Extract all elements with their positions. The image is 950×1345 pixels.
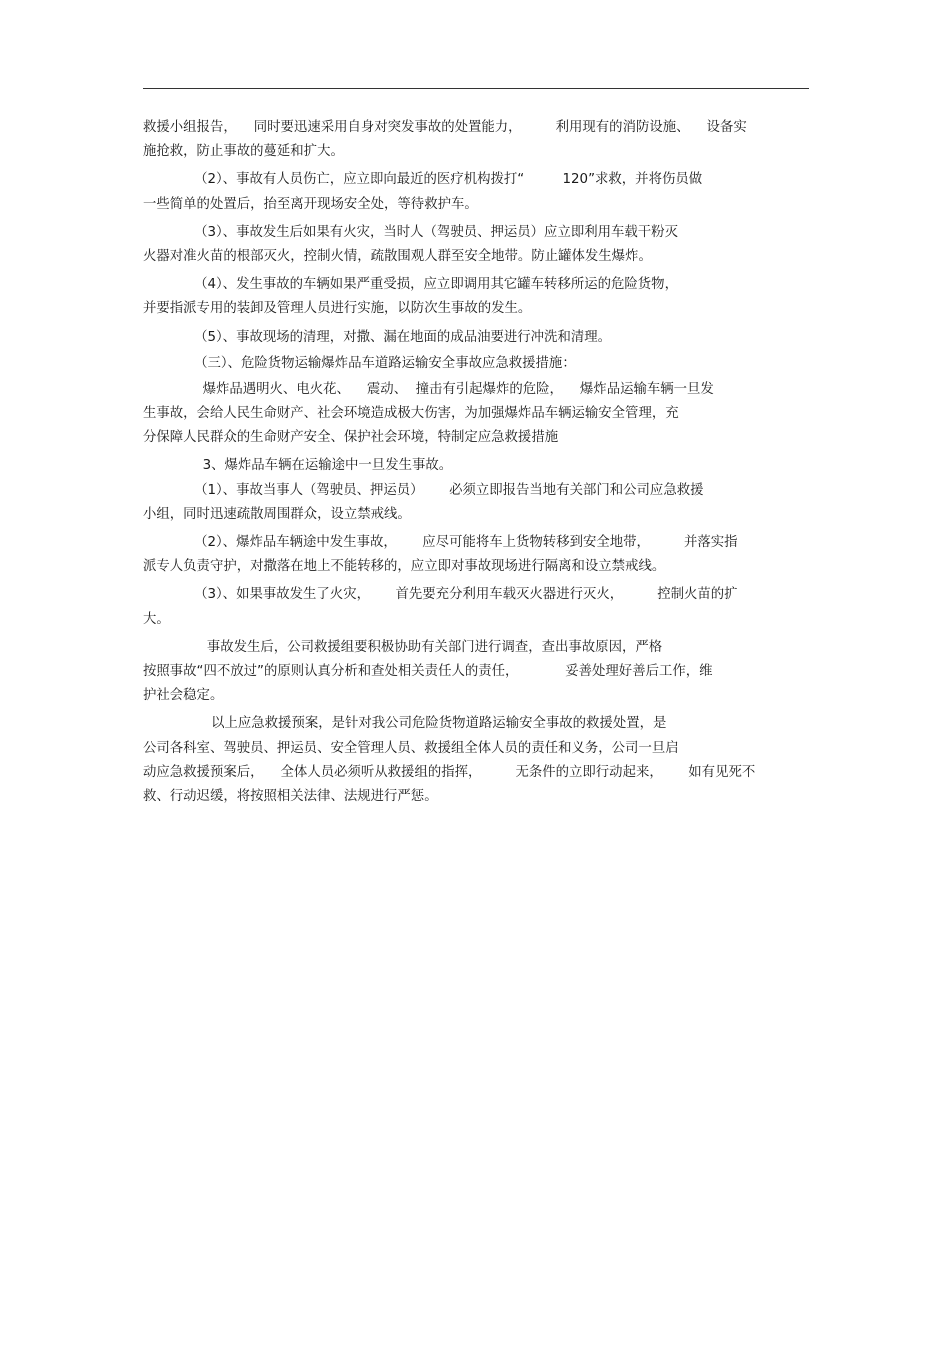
paragraph-line: 施抢救，防止事故的蔓延和扩大。	[143, 144, 344, 160]
section-heading: （三）、危险货物运输爆炸品车道路运输安全事故应急救援措施：	[143, 355, 576, 371]
paragraph-line: 事故发生后，公司救援组要积极协助有关部门进行调查，查出事故原因，严格	[143, 639, 663, 655]
paragraph-line: 派专人负责守护，对撒落在地上不能转移的，应立即对事故现场进行隔离和设立禁戒线。	[143, 559, 666, 575]
paragraph-line: 并要指派专用的装卸及管理人员进行实施，以防次生事故的发生。	[143, 301, 532, 317]
paragraph-line: 小组，同时迅速疏散周围群众，设立禁戒线。	[143, 506, 411, 522]
paragraph-line: （4）、发生事故的车辆如果严重受损，应立即调用其它罐车转移所运的危险货物，	[143, 277, 678, 293]
paragraph-line: （2）、爆炸品车辆途中发生事故， 应尽可能将车上货物转移到安全地带， 并落实指	[143, 535, 738, 550]
paragraph-line: 火器对准火苗的根部灭火，控制火情，疏散围观人群至安全地带。防止罐体发生爆炸。	[143, 248, 652, 264]
paragraph-line: 以上应急救援预案，是针对我公司危险货物道路运输安全事故的救援处置，是	[143, 716, 667, 732]
header-rule	[143, 88, 809, 89]
paragraph-line: 救援小组报告， 同时要迅速采用自身对突发事故的处置能力， 利用现有的消防设施、 设备实	[143, 120, 747, 135]
paragraph-line: 3、爆炸品车辆在运输途中一旦发生事故。	[143, 458, 453, 474]
paragraph-line: 救、行动迟缓，将按照相关法律、法规进行严惩。	[143, 788, 438, 804]
body-text	[143, 116, 813, 809]
paragraph-line: 按照事故“四不放过”的原则认真分析和查处相关责任人的责任， 妥善处理好善后工作，维	[143, 663, 713, 679]
paragraph-line: 爆炸品遇明火、电火花、 震动、 撞击有引起爆炸的危险， 爆炸品运输车辆一旦发	[143, 381, 714, 397]
paragraph-line: 大。	[143, 611, 170, 627]
paragraph-line: 一些简单的处置后，抬至离开现场安全处，等待救护车。	[143, 196, 478, 212]
paragraph-line: （1）、事故当事人（驾驶员、押运员） 必须立即报告当地有关部门和公司应急救援	[143, 482, 704, 498]
paragraph-line: 生事故，会给人民生命财产、社会环境造成极大伤害，为加强爆炸品车辆运输安全管理，充	[143, 406, 679, 422]
paragraph-line: 分保障人民群众的生命财产安全、保护社会环境，特制定应急救援措施	[143, 430, 559, 446]
paragraph-line: 动应急救援预案后， 全体人员必须听从救援组的指挥， 无条件的立即行动起来， 如有见死不	[143, 764, 756, 780]
paragraph-line: （3）、如果事故发生了火灾， 首先要充分利用车载灭火器进行灭火， 控制火苗的扩	[143, 587, 738, 603]
paragraph-line: 公司各科室、驾驶员、押运员、安全管理人员、救援组全体人员的责任和义务，公司一旦启	[143, 740, 679, 756]
paragraph-line: （5）、事故现场的清理，对撒、漏在地面的成品油要进行冲洗和清理。	[143, 329, 612, 345]
paragraph-line: 护社会稳定。	[143, 688, 224, 704]
paragraph-line: （3）、事故发生后如果有火灾，当时人（驾驶员、押运员）应立即利用车载干粉灭	[143, 224, 678, 240]
paragraph-line: （2）、事故有人员伤亡，应立即向最近的医疗机构拨打“ 120”求救，并将伤员做	[143, 172, 703, 188]
